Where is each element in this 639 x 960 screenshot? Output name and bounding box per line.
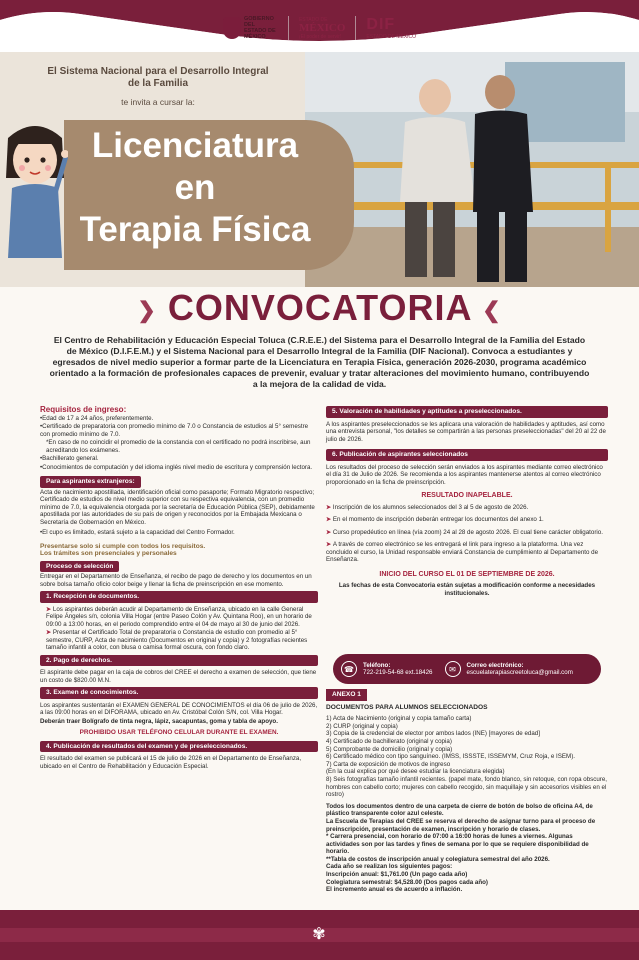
- step1-a-text: Los aspirantes deberán acudir al Departamento de Enseñanza, ubicado en la calle General Felipe Ángeles s/n, colonia Villa Hogar (entre Paseo Colón y Av. Quintana Roo), en un horario de 09:00 a 13:00 horas, en el periodo comprendido entre el 04 de mayo al 30 de junio del 2026.: [46, 605, 312, 628]
- phone-warning: PROHIBIDO USAR TELÉFONO CELULAR DURANTE EL EXAMEN.: [79, 729, 279, 736]
- logo2-slogan: ¡El poder de servir!: [298, 33, 342, 40]
- header-logos: [0, 12, 639, 44]
- arrow-icon: ➤: [326, 516, 333, 523]
- process-title: Proceso de selección: [40, 561, 119, 573]
- requirement-item: •Certificado de preparatoria con promedio mínimo de 7.0 o Constancia de estudios al 5° semestre con promedio mínimo de 7.0.: [40, 423, 309, 438]
- step2-title: 2. Pago de derechos.: [40, 655, 318, 667]
- annex-item: (En la cual explica por qué desee estudiar la licenciatura elegida): [326, 768, 505, 776]
- annex-item: 4) Certificado de bachillerato (original y copia): [326, 737, 452, 745]
- logo1-line1: GOBIERNO DEL: [243, 16, 274, 28]
- contact-bar: [333, 654, 601, 684]
- annex-rights-note: La Escuela de Terapias del CREE se reserva el derecho de asignar turno para el proceso de preinscripción, presentación de examen, inscripción y horario de clases.: [326, 817, 596, 833]
- annex-tuition-cost: Colegiatura semestral: $4,528.00 (Dos pagos cada año): [326, 878, 488, 886]
- step3-materials: Deberán traer Bolígrafo de tinta negra, lápiz, sacapuntas, goma y tabla de apoyo.: [40, 717, 278, 725]
- annex-inscription-cost: Inscripción anual: $1,761.00 (Un pago cada año): [326, 871, 468, 879]
- requirement-note: *En caso de no coincidir el promedio de la constancia con el certificado no podrá inscribirse, aun acreditando los exámenes.: [46, 439, 311, 454]
- requirements-title: Requisitos de ingreso:: [40, 405, 127, 414]
- dif-sub: ESTADO DE MÉXICO: [366, 34, 417, 40]
- bullet-documents-text: En el momento de inscripción deberán entregar los documentos del anexo 1.: [332, 516, 544, 523]
- annex-item: 6) Certificado médico con tipo sanguíneo. (IMSS, ISSSTE, ISSEMYM, Cruz Roja, e ISEM).: [326, 753, 575, 761]
- header-bar: [0, 0, 639, 52]
- title-line3: Terapia Física: [79, 210, 311, 249]
- edomex-logo: [299, 17, 345, 40]
- step4-title: 4. Publicación de resultados del examen y de preseleccionados.: [40, 741, 318, 753]
- note-presencial: Los trámites son presenciales y personales: [40, 550, 177, 557]
- arrow-icon: ➤: [326, 503, 333, 511]
- annex-folder-note: Todos los documentos dentro de una carpeta de cierre de botón de bolso de oficina A4, de plástico transparente color azul celeste.: [326, 802, 593, 818]
- step6-title: 6. Publicación de aspirantes seleccionados: [326, 449, 608, 461]
- convocatoria-heading: [0, 287, 639, 329]
- step2-text: El aspirante debe pagar en la caja de cobros del CREE el derecho a examen de selección, que tiene un costo de $820.00 M.N.: [40, 669, 317, 684]
- flower-ornament-icon: ✾: [312, 926, 326, 943]
- cartoon-girl-illustration: [2, 118, 68, 258]
- step1-title: 1. Recepción de documentos.: [40, 591, 318, 603]
- requirement-item: •Conocimientos de computación y del idioma inglés nivel medio de escritura y comprensión lectora.: [40, 463, 313, 471]
- foreign-title: Para aspirantes extranjeros:: [40, 476, 141, 488]
- annex-costs-title: **Tabla de costos de inscripción anual y colegiatura semestral del año 2026.: [326, 855, 550, 863]
- dif-name: DIF: [366, 16, 396, 33]
- annex-increment-note: El incremento anual es de acuerdo a inflación.: [326, 886, 463, 894]
- bullet-inscription-text: Inscripción de los alumnos seleccionados del 3 al 5 de agosto de 2026.: [332, 503, 529, 511]
- hero-photo: [305, 52, 639, 287]
- therapy-photo-illustration: [305, 52, 639, 287]
- step5-text: A los aspirantes preseleccionados se les aplicara una valoración de habilidades y aptitudes, así como una entrevista personal, "los detalles se compartirán a las personas preseleccionadas" del 20 al 22 de julio de 2026.: [326, 420, 606, 443]
- logo1-line2: ESTADO DE: [243, 28, 276, 34]
- intro-text: [18, 66, 298, 90]
- bullet-link-text: A través de correo electrónico se les entregará el link para ingreso a la plataforma. Una vez concluido el curso, la Unidad responsable enviará Constancia de cumplimiento al Departamento de Enseñanza.: [326, 541, 599, 563]
- annex-tag: ANEXO 1: [326, 689, 367, 701]
- annex-schedule-note: * Carrera presencial, con horario de 07:00 a 16:00 horas de lunes a viernes. Algunas actividades son por las tardes y fines de semana por lo que se requiere disponibilidad de horario.: [326, 833, 589, 856]
- step4-text: El resultado del examen se publicará el 15 de julio de 2026 en el Departamento de Enseñanza, ubicado en el Centro de Rehabilitación y Educación Especial.: [40, 755, 302, 770]
- ornament-icon: ❯: [137, 297, 157, 323]
- email-address[interactable]: escuelaterapiascreetoluca@gmail.com: [466, 669, 573, 676]
- annex-item: 2) CURP (original y copia): [326, 722, 398, 730]
- process-text: Entregar en el Departamento de Enseñanza, el recibo de pago de derecho y los documentos en un sobre bolsa tamaño oficio color beige y llenar la ficha de preinscripción en ese momento.: [40, 573, 312, 588]
- phone-number[interactable]: 722-219-54-68 ext.18426: [363, 669, 433, 676]
- logo-divider: [288, 16, 289, 40]
- arrow-icon: ➤: [326, 528, 333, 536]
- annex-item: 3) Copia de la credencial de elector por ambos lados (INE) [mayores de edad]: [326, 730, 540, 738]
- intro-line2: de la Familia: [127, 78, 189, 89]
- convocatoria-title: CONVOCATORIA: [167, 287, 472, 328]
- phone-label: Teléfono:: [363, 662, 391, 669]
- intro-line1: El Sistema Nacional para el Desarrollo Integral: [47, 66, 269, 77]
- gobierno-logo: [223, 16, 278, 40]
- result-final: RESULTADO INAPELABLE.: [421, 492, 513, 499]
- logo2-name: MÉXICO: [298, 21, 346, 34]
- arrow-icon: ➤: [326, 541, 333, 548]
- annex-item: 7) Carta de exposición de motivos de ingreso: [326, 760, 451, 768]
- logo2-top: ESTADO DE: [298, 16, 328, 23]
- annex-item: 5) Comprobante de domicilio (original y copia): [326, 745, 453, 753]
- course-start: INICIO DEL CURSO EL 01 DE SEPTIEMBRE DE 2026.: [379, 570, 555, 578]
- cupo-text: •El cupo es limitado, estará sujeto a la capacidad del Centro Formador.: [40, 529, 235, 536]
- phone-icon: ☎: [341, 661, 357, 677]
- title-line1: Licenciatura: [91, 126, 299, 165]
- footer-band: [0, 910, 639, 960]
- ornament-icon: ❮: [482, 297, 502, 323]
- arrow-icon: ➤: [46, 605, 53, 613]
- foreign-text: Acta de nacimiento apostillada, identificación oficial como pasaporte; Formato Migratorio respectivo; Certificado de estudios de nivel medio superior con su respectiva equivalencia, con un promedio mínimo de 7.0, la equivalencia otorgada por la secretaría de Educación Pública (SEP), debidamente apostillada por las autoridades de su país de origen y reconocidos por la Embajada Mexicana o Secretaría de Gobernación en México.: [40, 488, 315, 526]
- step1-a: [40, 606, 318, 629]
- email-icon: ✉: [445, 661, 461, 677]
- annex-subtitle: DOCUMENTOS PARA ALUMNOS SELECCIONADOS: [326, 703, 488, 711]
- annex-item: 1) Acta de Nacimiento (original y copia tamaño carta): [326, 715, 472, 723]
- title-line2: en: [174, 168, 216, 207]
- logo-divider: [355, 16, 356, 40]
- bullet-link: [326, 541, 608, 564]
- step1-b: [40, 629, 318, 652]
- step6-text: Los resultados del proceso de selección serán enviados a los aspirantes mediante correo electrónico el día 31 de Julio de 2026. Se recomienda a los aspirantes mantenerse atentos al correo electrónico proporcionado en la ficha de preinscripción.: [326, 463, 603, 486]
- note-requirements: Presentarse solo si cumple con todos los requisitos.: [40, 542, 206, 550]
- logo1-line3: MÉXICO: [243, 34, 266, 40]
- step3-title: 3. Examen de conocimientos.: [40, 687, 318, 699]
- bullet-inscription: [326, 504, 608, 512]
- intro-invite: te invita a cursar la:: [121, 97, 195, 107]
- annex-section: [326, 689, 608, 894]
- convocatoria-lead: El Centro de Rehabilitación y Educación Especial Toluca (C.R.E.E.) del Sistema para el Desarrollo Integral de la Familia del Estado de México (D.I.F.E.M.) y el Sistema Nacional para el Desarrollo Integral de la Familia (DIF Nacional). Convoca a estudiantes y egresados de nivel medio superior a formar parte de la Licenciatura en Terapia Física, generación 2026-2030, programa académico orientado a la formación de profesionales capaces de prevenir, evaluar y tratar alteraciones del movimiento humano, contribuyendo a la mejora de la calidad de vida.: [49, 335, 590, 389]
- email-label: Correo electrónico:: [466, 662, 524, 669]
- requirement-item: •Edad de 17 a 24 años, preferentemente.: [40, 414, 154, 422]
- annex-payments: Cada año se realizan los siguientes pagos:: [326, 863, 453, 871]
- right-column: [326, 406, 608, 597]
- bullet-documents: [326, 516, 608, 524]
- shield-icon: [223, 17, 241, 39]
- annex-item: 8) Seis fotografías tamaño infantil recientes. (papel mate, fondo blanco, sin retoque, con ropa obscure, hombres con cabello corto; mujeres con cabello recogido, sin maquillaje y sin accesorios visibles en el rostro): [326, 775, 608, 799]
- step1-b-text: Presentar el Certificado Total de preparatoria o Constancia de estudio con promedio al 5° semestre, CURP, Acta de nacimiento (Documentos en original y copia) y 2 fotografías recientes tamaño infantil a color, con blusa o camisa formal oscura, con fondo claro.: [46, 629, 308, 651]
- dates-disclaimer: Las fechas de esta Convocatoria están sujetas a modificación conforme a necesidades institucionales.: [338, 582, 596, 597]
- requirement-item: •Bachillerato general.: [40, 455, 99, 462]
- step3-text: Los aspirantes sustentarán el EXAMEN GENERAL DE CONOCIMIENTOS el día 06 de julio de 2026, a las 09:00 horas en el DIFORAMA, ubicado en Av. Cristóbal Colón S/N, col. Villa Hogar.: [40, 701, 318, 716]
- left-column: [40, 406, 318, 771]
- arrow-icon: ➤: [46, 629, 53, 636]
- bullet-course-text: Curso propedéutico en línea (vía zoom) 24 al 28 de agosto 2026. El cual tiene carácter obligatorio.: [332, 528, 603, 536]
- step5-title: 5. Valoración de habilidades y aptitudes a preseleccionados.: [326, 406, 608, 418]
- dif-logo: [366, 16, 416, 40]
- bullet-course: [326, 529, 608, 537]
- program-title: [70, 125, 320, 251]
